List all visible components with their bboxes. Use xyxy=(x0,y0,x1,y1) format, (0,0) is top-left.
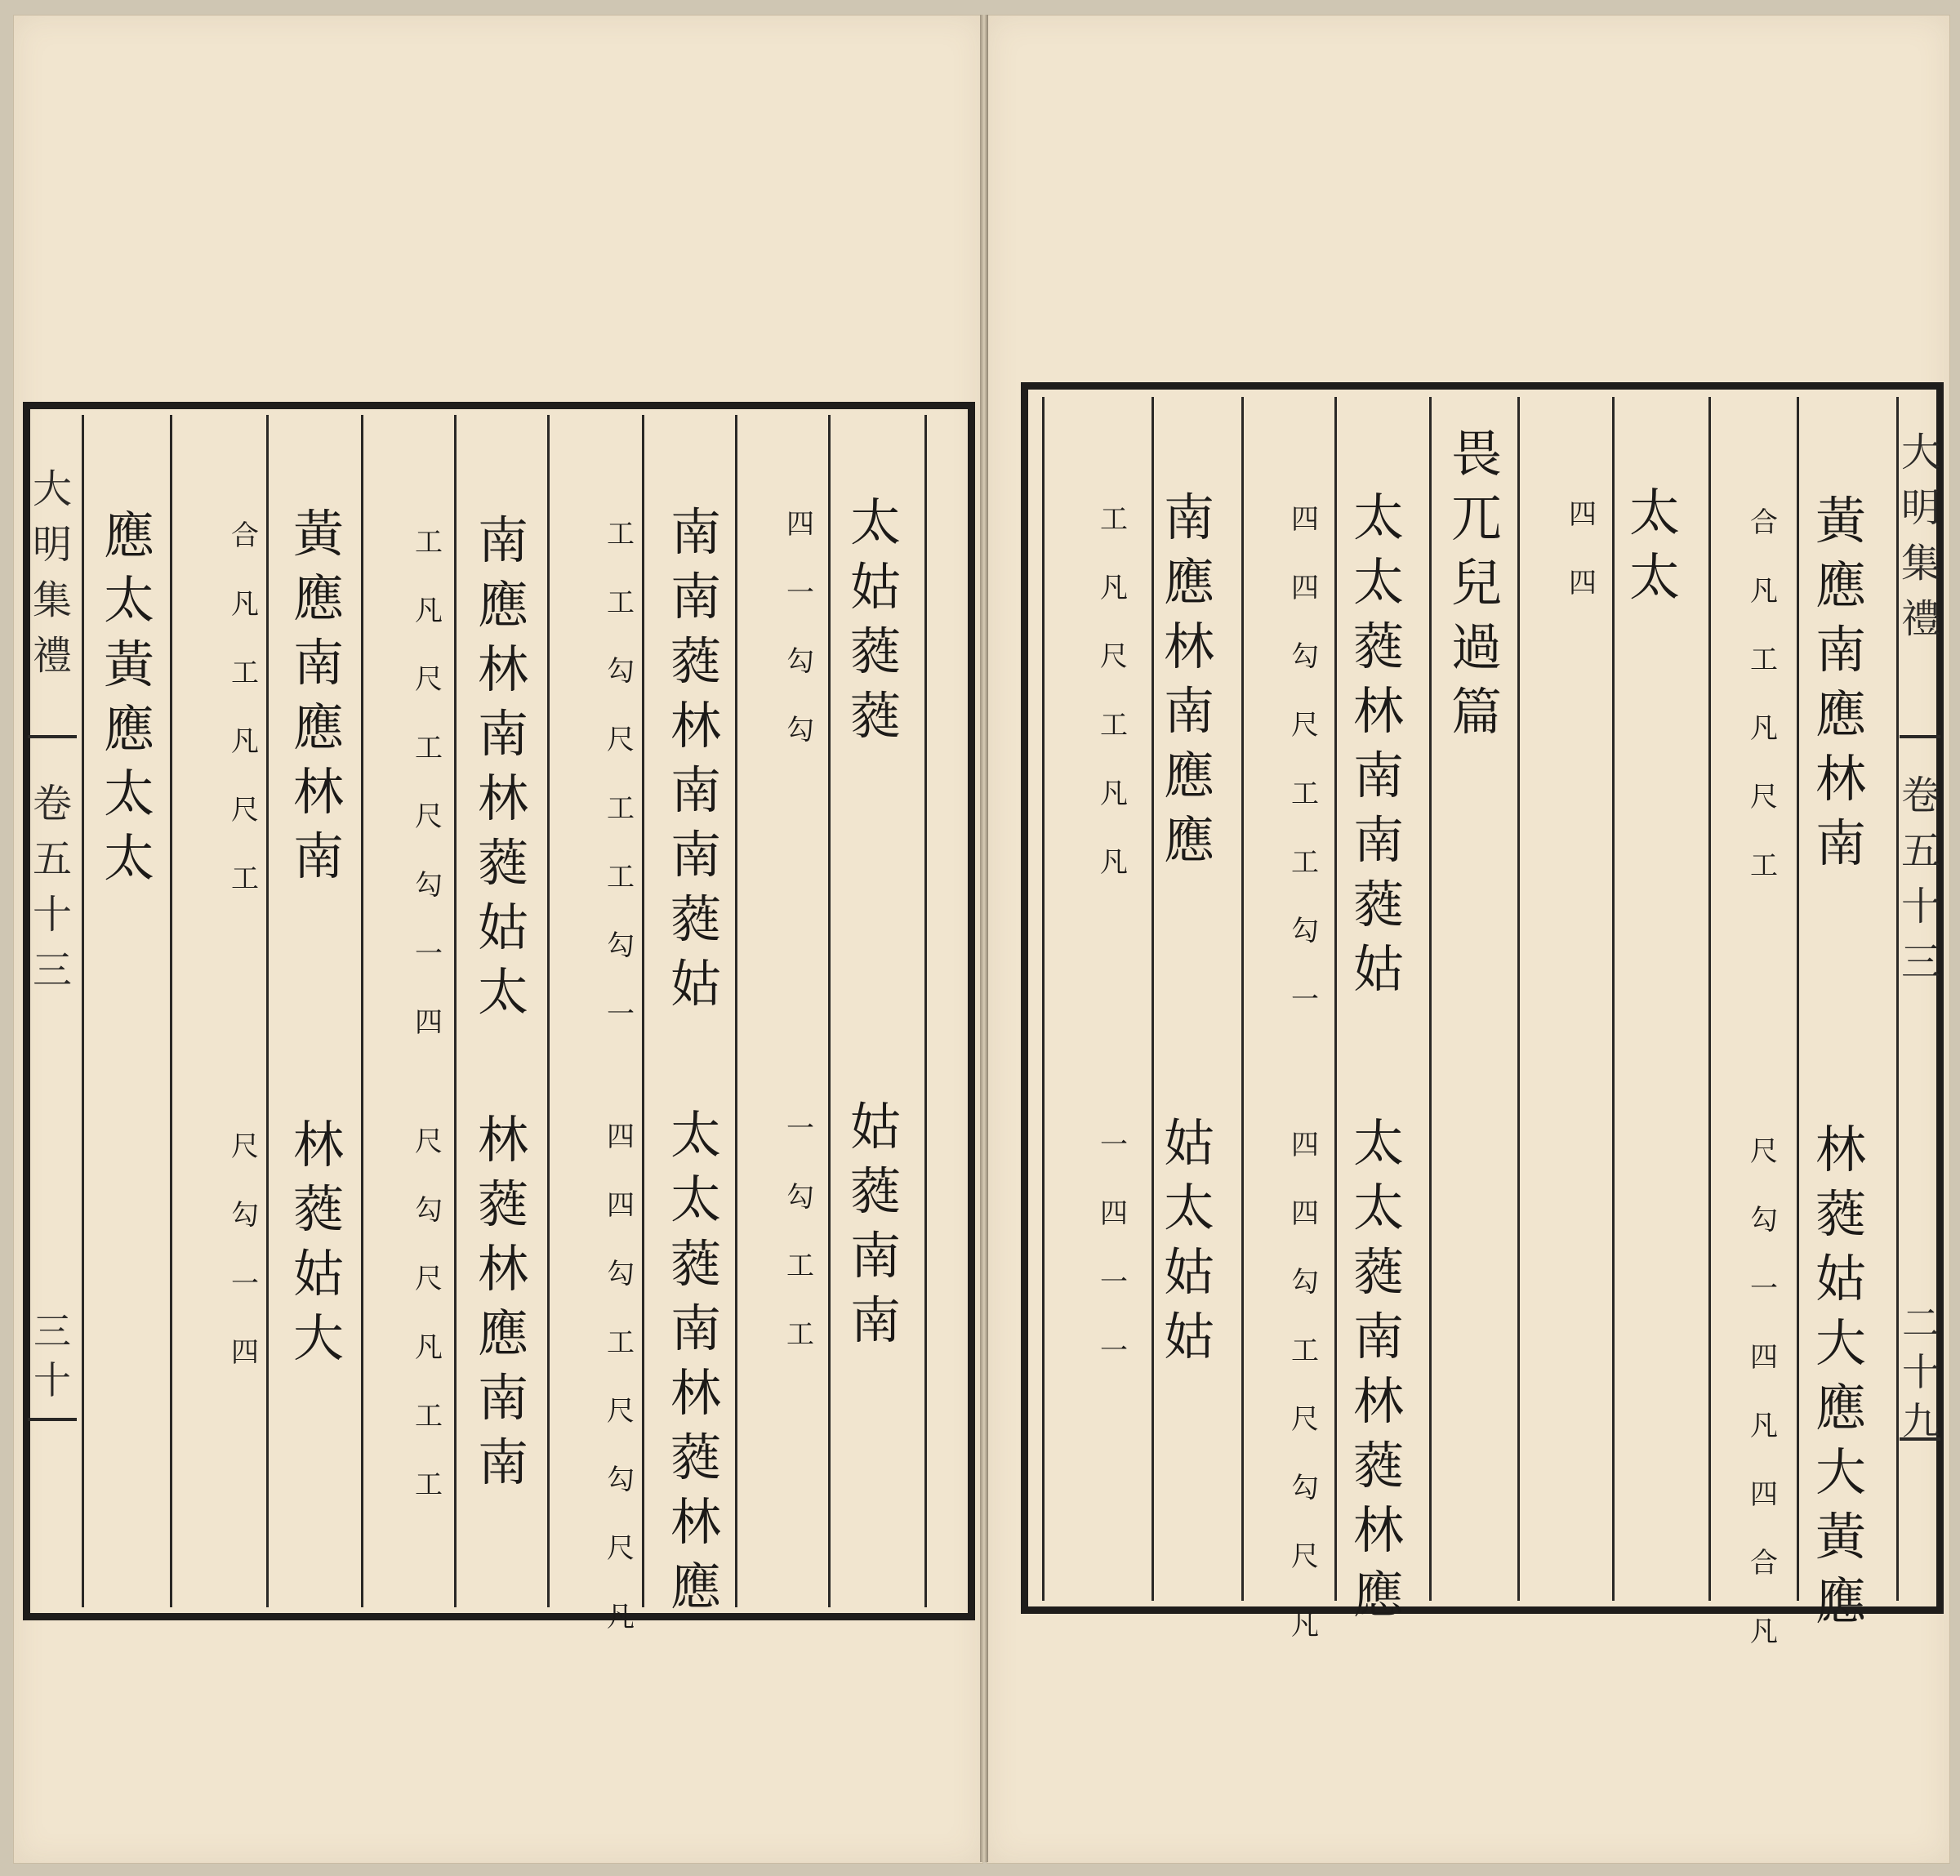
book-gutter xyxy=(980,15,988,1862)
text-column-main: 黃 應 南 應 林 南 xyxy=(292,504,344,886)
text-column-main: 南 南 蕤 林 南 南 蕤 姑 xyxy=(670,502,721,1014)
column-rule xyxy=(1152,397,1154,1601)
margin-divider xyxy=(28,735,77,738)
text-column-notes: 四 四 勾 工 尺 勾 尺 凡 xyxy=(1291,1129,1319,1642)
column-rule xyxy=(924,415,927,1607)
column-rule xyxy=(1896,397,1899,1601)
text-column-notes: 尺 勾 尺 凡 工 工 xyxy=(415,1125,443,1501)
text-column-notes: 工 工 勾 尺 工 工 勾 一 xyxy=(607,518,635,1031)
margin-divider xyxy=(1900,735,1940,738)
column-rule xyxy=(1797,397,1799,1601)
text-column-notes: 四 四 勾 工 尺 勾 尺 凡 xyxy=(607,1121,635,1633)
column-rule xyxy=(1429,397,1432,1601)
column-rule xyxy=(454,415,457,1607)
margin-title: 大 明 集 禮 xyxy=(32,466,72,679)
text-column-notes: 一 四 一 一 xyxy=(1100,1129,1128,1367)
column-rule xyxy=(82,415,84,1607)
text-column-notes: 工 凡 尺 工 尺 勾 一 四 xyxy=(415,526,443,1039)
column-rule xyxy=(735,415,737,1607)
text-column-main: 姑 蕤 南 南 xyxy=(849,1097,901,1350)
margin-chapter: 卷 五 十 三 xyxy=(32,781,72,993)
margin-page-number: 三 十 xyxy=(33,1309,71,1402)
column-rule xyxy=(1042,397,1045,1601)
column-rule xyxy=(1334,397,1337,1601)
text-column-main: 姑 太 姑 姑 xyxy=(1163,1113,1214,1366)
text-column-notes: 四 一 勾 勾 xyxy=(786,508,814,746)
text-column-main: 南 應 林 南 應 應 xyxy=(1163,488,1214,870)
text-column-notes: 一 勾 工 工 xyxy=(786,1112,814,1351)
column-rule xyxy=(1612,397,1615,1601)
text-column-notes: 合 凡 工 凡 尺 工 xyxy=(231,519,259,895)
text-column-notes: 尺 勾 一 四 凡 四 合 凡 xyxy=(1750,1135,1778,1648)
column-rule xyxy=(1241,397,1244,1601)
margin-chapter: 卷 五 十 三 xyxy=(1900,773,1940,985)
text-column-main: 太 太 xyxy=(1628,483,1680,607)
column-rule xyxy=(361,415,363,1607)
column-rule xyxy=(828,415,831,1607)
text-column-main: 林 蕤 林 應 南 南 xyxy=(477,1110,528,1492)
text-column-main: 太 太 蕤 南 林 蕤 林 應 xyxy=(670,1105,721,1616)
text-column-notes: 尺 勾 一 四 xyxy=(231,1130,259,1369)
text-column-notes: 四 四 xyxy=(1569,498,1597,599)
text-column-main: 黃 應 南 應 林 南 xyxy=(1815,491,1866,873)
text-column-main: 太 太 蕤 林 南 南 蕤 姑 xyxy=(1352,488,1404,999)
text-column-notes: 四 四 勾 尺 工 工 勾 一 xyxy=(1291,503,1319,1016)
text-column-main: 林 蕤 姑 大 xyxy=(292,1115,344,1368)
column-rule xyxy=(547,415,550,1607)
text-column-main: 太 太 蕤 南 林 蕤 林 應 xyxy=(1352,1113,1404,1624)
margin-page-number: 二 十 九 xyxy=(1902,1301,1940,1443)
margin-title: 大 明 集 禮 xyxy=(1900,430,1940,642)
text-column-main: 應 太 黃 應 太 太 xyxy=(103,506,154,888)
text-column-notes: 合 凡 工 凡 尺 工 xyxy=(1750,506,1778,882)
column-rule xyxy=(1708,397,1711,1601)
text-column-main: 林 蕤 姑 大 應 大 黃 應 xyxy=(1815,1120,1866,1631)
text-column-notes: 工 凡 尺 工 凡 凡 xyxy=(1100,503,1128,879)
text-column-main: 南 應 林 南 林 蕤 姑 太 xyxy=(477,510,528,1022)
text-column-main: 太 姑 蕤 蕤 xyxy=(849,492,901,746)
section-heading: 畏 兀 兒 過 篇 xyxy=(1450,424,1502,742)
column-rule xyxy=(1517,397,1520,1601)
column-rule xyxy=(170,415,172,1607)
margin-divider xyxy=(28,1418,77,1421)
